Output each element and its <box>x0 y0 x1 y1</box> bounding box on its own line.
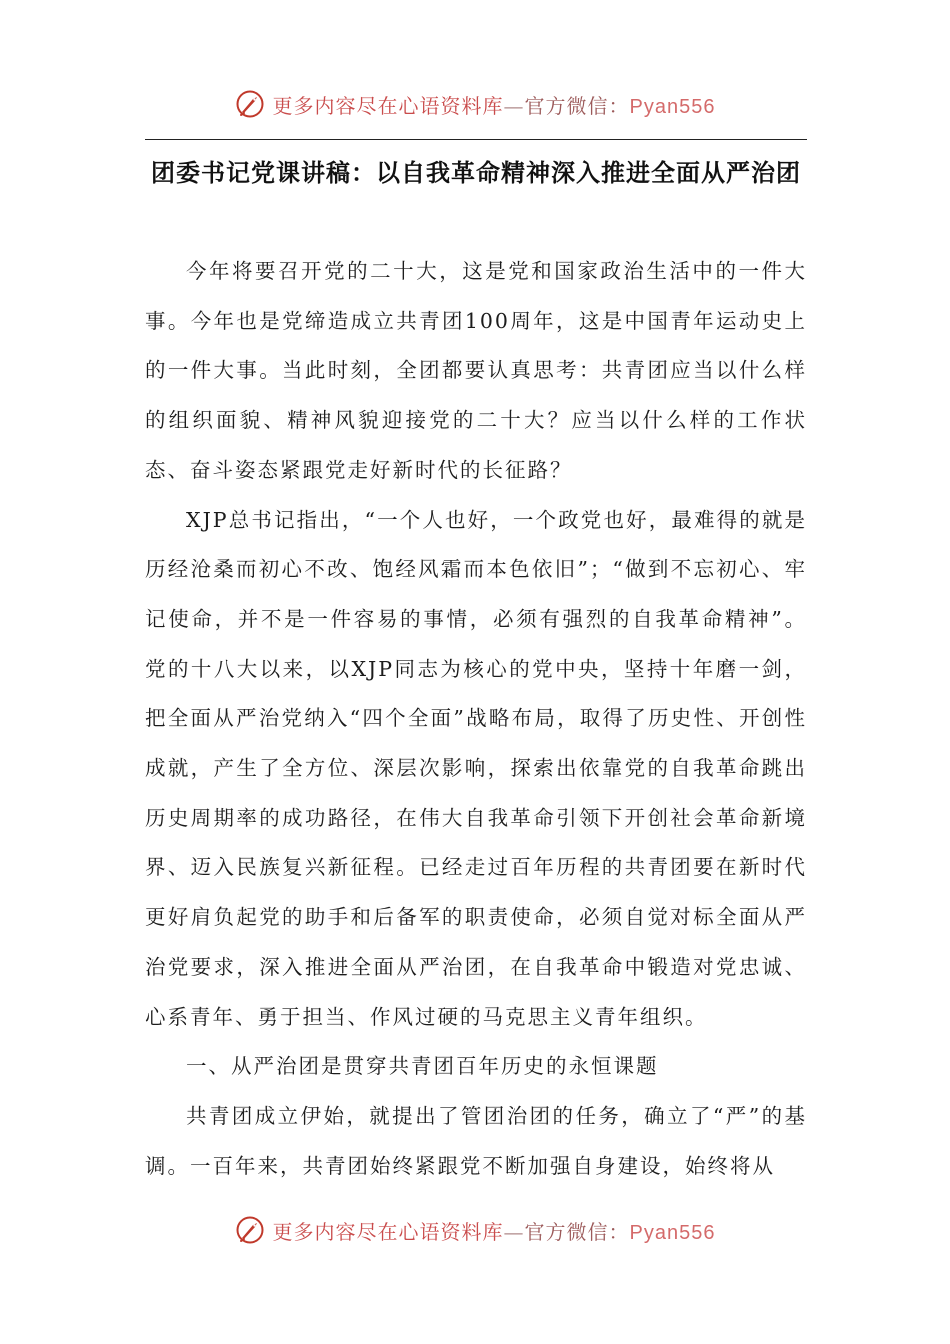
header-banner-text <box>273 90 716 119</box>
document-body <box>145 247 807 1191</box>
header-divider <box>145 139 807 140</box>
banner-brand: 更多内容尽在心语资料库 <box>272 1219 504 1244</box>
banner-wechat-label: 官方微信： <box>524 1219 630 1244</box>
document-title: 团委书记党课讲稿：以自我革命精神深入推进全面从严治团 <box>151 159 801 187</box>
section-heading: 一、从严治团是贯穿共青团百年历史的永恒课题 <box>186 1054 659 1079</box>
paragraph: 今年将要召开党的二十大，这是党和国家政治生活中的一件大事。今年也是党缔造成立共青团100周年，这是中国青年运动史上的一件大事。当此时刻，全团都要认真思考：共青团应当以什么样的组织面貌、精神风貌迎接党的二十大？应当以什么样的工作状态、奋斗姿态紧跟党走好新时代的长征路？ <box>145 259 807 482</box>
header-banner <box>0 82 950 126</box>
banner-wechat-id: Pyan556 <box>629 1221 716 1244</box>
banner-wechat-label: 官方微信： <box>524 93 630 118</box>
banner-wechat-id: Pyan556 <box>629 95 716 118</box>
pen-nib-circle-icon <box>235 89 265 119</box>
paragraph: XJP总书记指出，“一个人也好，一个政党也好，最难得的就是历经沧桑而初心不改、饱经风霜而本色依旧”；“做到不忘初心、牢记使命，并不是一件容易的事情，必须有强烈的自我革命精神”。党的十八大以来，以XJP同志为核心的党中央，坚持十年磨一剑，把全面从严治党纳入“四个全面”战略布局，取得了历史性、开创性成就，产生了全方位、深层次影响，探索出依靠党的自我革命跳出历史周期率的成功路径，在伟大自我革命引领下开创社会革命新境界、迈入民族复兴新征程。已经走过百年历程的共青团要在新时代更好肩负起党的助手和后备军的职责使命，必须自觉对标全面从严治党要求，深入推进全面从严治团，在自我革命中锻造对党忠诚、心系青年、勇于担当、作风过硬的马克思主义青年组织。 <box>145 507 807 1029</box>
footer-banner-text <box>273 1216 716 1245</box>
pen-nib-circle-icon <box>235 1215 265 1245</box>
banner-dash: — <box>503 93 525 118</box>
footer-banner <box>0 1208 950 1252</box>
banner-brand: 更多内容尽在心语资料库 <box>272 93 504 118</box>
paragraph: 共青团成立伊始，就提出了管团治团的任务，确立了“严”的基调。一百年来，共青团始终紧跟党不断加强自身建设，始终将从 <box>145 1103 807 1178</box>
banner-dash: — <box>503 1219 525 1244</box>
